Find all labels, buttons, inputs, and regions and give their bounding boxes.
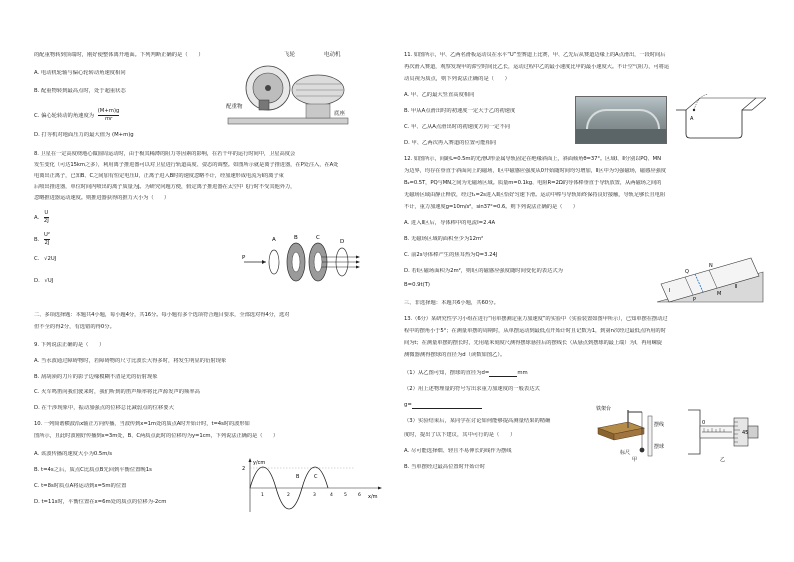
axle — [265, 85, 271, 91]
section-2-heading-2: 但不全的得2分，有选错的得0分。 — [34, 324, 115, 330]
inclined-rail-figure — [655, 250, 765, 310]
rail-region-1: Ⅰ — [669, 288, 671, 294]
rail-label-m: M — [717, 291, 722, 297]
label-p: P — [242, 255, 246, 261]
q12-stem-4: 无磁场区域由静止释放，经过t₁=2s进入Ⅱ区恰好匀速下滑。运动中棒与导轨始终保持良好接触，导轨足够长且电阻 — [404, 192, 666, 198]
q12-stem-1: 12. 如图所示，间距L=0.5m的光滑U形金属导轨固定在绝缘斜面上，斜面倾角θ=37°。区域Ⅰ、Ⅱ分别以PQ、MN — [404, 156, 661, 162]
rail-label-n: N — [709, 263, 713, 269]
q12-stem-5: 不计，重力加速度g=10m/s²，sin37°=0.6。则下列说法正确的是（ ） — [404, 204, 578, 210]
q11-option-b: B. 甲从A点滑出时的初速度一定大于乙的初速度 — [404, 108, 516, 114]
q11-option-a: A. 甲、乙的最大竖直高度相同 — [404, 92, 475, 98]
wave-tick-1: 1 — [261, 493, 264, 498]
q13-option-b: B. 当单摆经过最高位置时开始计时 — [404, 464, 486, 470]
option-c-root: 2UJ — [47, 256, 57, 262]
motor-stand — [306, 104, 330, 118]
section-2-heading-1: 二、多项选择题：本题共4小题，每小题4分，共16分。每小题有多个选项符合题目要求，全部选对得4分，选对 — [34, 312, 290, 318]
q8-option-a: A. $\frac{U}{2J}$ — [34, 210, 49, 225]
wave-tick-2: 2 — [287, 493, 290, 498]
q13-stem-2: 程中的摆角小于5°；在测量单摆的周期时，从单摆运动到最低点开始计时且记数为1，到第n次经过最低点所用的时 — [404, 328, 666, 334]
pendulum-ball — [640, 448, 645, 453]
scale-label: 标尺 — [620, 450, 631, 456]
ramp-label-a: A — [690, 116, 694, 122]
label-c: C — [316, 235, 320, 241]
ruler-bar — [648, 416, 652, 456]
q8-option-b: B. $\frac{\text{U²}}{2J}$ — [34, 232, 51, 247]
q7-stem: 的配重物转到顶端时，刚好使整体离开地面。下列判断正确的是（ ） — [34, 52, 204, 58]
micrometer-zero: 0 — [702, 420, 706, 426]
wave-amplitude-label: 2 — [242, 466, 246, 472]
micrometer-45: 45 — [742, 430, 749, 436]
q13-part-2: （2）用上述物理量的符号写出求重力加速度的一般表达式 — [404, 386, 540, 392]
q12-option-a: A. 进入Ⅱ区后，导体棒中的电流I=2.4A — [404, 220, 496, 226]
ball-label: 摆球 — [654, 444, 665, 450]
q10-option-b: B. t=4s之后，质点C比质点B先回到平衡位置晚1s — [34, 467, 152, 473]
q10-stem-2: 图所示，且此时波刚好传播到x=3m处，B、C两质点此时的位移均为y=1cm，下列说法正确的是（ ） — [34, 433, 279, 439]
q11-stem-3: 动员视为质点，则下列说法正确的是（ ） — [404, 76, 510, 82]
q13-stem-1: 13.（6分）某研究性学习小组在进行“用单摆测定重力加速度”的实验中（实验装置如图甲所示），已知单摆在摆动过 — [404, 316, 668, 322]
option-a-numerator: U — [44, 210, 49, 218]
base-plate — [228, 118, 348, 124]
q13-part-1: （1）从乙图可知，摆球的直径为d= mm — [404, 370, 528, 376]
q10-option-d: D. t=11s时，平衡位置在x=6m处的质点的位移为-2cm — [34, 499, 167, 505]
string-label: 摆线 — [654, 422, 665, 428]
stand-label: 铁架台 — [596, 406, 612, 412]
q8-option-d: D. √UJ — [34, 278, 54, 284]
weight-label: 配重物 — [226, 104, 243, 110]
q13-option-a: A. 尽可能选择细、轻且不易伸长的线作为摆线 — [404, 448, 512, 454]
micrometer-figure — [684, 404, 766, 462]
wave-tick-3: 3 — [313, 493, 316, 498]
q11-stem-2: 再次滑入赛道，观察发现甲的滞空时间比乙长，运动过程中乙的最小速度比甲的最小速度大。不计空气阻力，可将运 — [404, 64, 670, 70]
q13-stem-3: 间为t；在测量单摆的摆长时，先用毫米刻度尺测得摆球悬挂后的摆线长（从悬点到摆球的最上端）为l，再用螺旋 — [404, 340, 662, 346]
q12-option-c: C. 前2s导体棒产生的焦耳热为Q=3.24J — [404, 252, 498, 258]
flywheel-label: 飞轮 — [284, 52, 296, 58]
q12-option-d: D. 若Ⅰ区磁场面积为2m²，则Ⅰ区的磁感应强度随时间变化的表达式为 — [404, 268, 563, 274]
q13-stem-4: 测微器测得摆球的直径为d（读数如图乙）。 — [404, 352, 506, 358]
wave-figure — [234, 456, 384, 516]
q8-option-c: C. √2UJ — [34, 256, 57, 262]
option-a-denominator: 2J — [43, 218, 49, 225]
ion-thruster-figure — [238, 232, 362, 290]
wave-tick-5: 5 — [344, 493, 347, 498]
q8-stem-4: 后喷出推进器，单位时间内喷出的离子质量为J。为研究问题方便，假定离子推进器在太空中飞行时不受其他外力， — [34, 184, 296, 190]
motor-label: 电动机 — [324, 52, 341, 58]
option-b-denominator: 2J — [44, 240, 50, 247]
q8-stem-1: 8. 卫星在一定高度绕地心做圆周运动时，由于极其稀薄的阻力等因素的影响，在若干年的运行时间中，卫星高度会 — [34, 151, 296, 157]
figure-yi-label: 乙 — [720, 457, 726, 462]
q8-stem-5: 忽略推进器运动速度。则推进器获得的推力大小为（ ） — [34, 195, 170, 201]
g-expression-blank[interactable] — [412, 403, 482, 409]
q11-option-c: C. 甲、乙从A点滑出时的初速度方向一定不同 — [404, 124, 511, 130]
micrometer-ratchet — [748, 426, 758, 438]
q8-stem-2: 发生变化（可达15km之多），利用离子推进器可以对卫星进行轨道高度、姿态的调整。如图所示就是离子推进器，在P处注入，在A处 — [34, 162, 339, 168]
wave-tick-4: 4 — [330, 493, 333, 498]
q10-option-c: C. t=8s时质点A将运动到x=5m的位置 — [34, 483, 127, 489]
q13-part-3-1: （3）实验结束后，某同学在讨论如何能够提高测量结果的精确 — [404, 418, 551, 424]
label-d: D — [340, 239, 345, 245]
q7-option-c: C. 偏心轮转动的角速度为 $\frac{(M+m)g}{mr}$ — [34, 108, 120, 123]
skate-ramp-photo — [575, 96, 667, 144]
q10-option-a: A. 该波传播的速度大小为0.5m/s — [34, 451, 112, 457]
omega-denominator: mr — [104, 116, 113, 123]
q8-stem-3: 电离出正离子，已知B、C之间加有恒定电压U，正离子进入B时的速度忽略不计，经加速形成电流为I的离子束 — [34, 173, 284, 179]
u-ramp-diagram — [672, 92, 766, 144]
q9-option-d: D. 在干涉现象中，振动加强点的位移总比减弱点的位移要大 — [34, 405, 174, 411]
rail-label-q: Q — [685, 269, 689, 275]
wave-tick-6: 6 — [358, 493, 361, 498]
pendulum-stand-figure — [588, 404, 672, 462]
option-b-numerator: U² — [44, 232, 50, 240]
section-3-heading: 三、非选择题：本题共6小题，共60分。 — [404, 300, 499, 306]
figure-jia-label: 甲 — [632, 457, 638, 462]
q10-stem-1: 10. 一列简谐横波沿x轴正方向传播，当波传到x=1m处的质点A时开始计时，t=4s时的波形如 — [34, 421, 250, 427]
unit-mm: mm — [517, 370, 528, 376]
tamping-machine-figure — [226, 48, 356, 128]
q7-option-b: B. 配重物转到最高点时，处于超重状态 — [34, 88, 126, 94]
rail-region-2: Ⅱ — [735, 284, 738, 290]
ring-a — [269, 250, 279, 274]
q7-option-d: D. 打夯机对地面压力的最大值为 (M+m)g — [34, 132, 134, 138]
q9-stem: 9. 下列说法正确的是（ ） — [34, 342, 105, 348]
force-max-value: (M+m)g — [112, 132, 134, 138]
counterweight — [259, 100, 269, 110]
q9-option-a: A. 当水波通过障碍物时，若障碍物的尺寸比波长大得多时，将发生明显的衍射现象 — [34, 358, 227, 364]
q9-option-b: B. 刮胡须的刀片的影子边缘模糊不清是光的衍射现象 — [34, 374, 158, 380]
omega-numerator: (M+m)g — [98, 108, 120, 116]
q11-option-d: D. 甲、乙两次再入赛道的位置可能相同 — [404, 140, 497, 146]
q13-part-3-2: 度时，提出了以下建议，其中可行的是（ ） — [404, 432, 516, 438]
base-label: 底座 — [334, 111, 346, 117]
label-a: A — [272, 237, 276, 243]
option-d-root: UJ — [47, 278, 54, 284]
wave-x-label: x/m — [368, 494, 378, 500]
micrometer-frame — [688, 410, 700, 454]
wave-y-label: y/cm — [253, 460, 266, 466]
q12-option-b: B. 无磁场区域的面积至少为12m² — [404, 236, 484, 242]
q11-stem-1: 11. 如图所示，甲、乙两名滑板运动员在水平“U”型赛道上比赛，甲、乙先后从赛道边缘上的A点滑出，一段时间后 — [404, 52, 666, 58]
diameter-blank[interactable] — [489, 371, 517, 377]
q13-g-answer: g= — [404, 402, 482, 409]
wave-point-c: C — [314, 474, 318, 480]
label-b: B — [294, 235, 298, 241]
q12-stem-3: B₂=0.5T，PQ与MN之间为无磁场区域。质量m=0.1kg、电阻R=2Ω的导体棒垂直于导轨放置，从两磁场之间的 — [404, 180, 662, 186]
q7-option-a: A. 电动机轮轴与偏心轮转动角速度相同 — [34, 70, 126, 76]
rail-label-p: P — [693, 297, 697, 303]
q12-stem-2: 为边界，均存在垂直于斜面向上的磁场，Ⅰ区中磁感应强度从0开始随时间均匀增加，Ⅱ区中为匀强磁场，磁感应强度 — [404, 168, 666, 174]
q9-option-c: C. 火车鸣笛向我们驶来时，我们听到的笛声频率将比声源发声的频率高 — [34, 389, 200, 395]
wave-point-b: B — [296, 474, 300, 480]
q12-option-d-formula: B=0.9t(T) — [404, 282, 430, 288]
